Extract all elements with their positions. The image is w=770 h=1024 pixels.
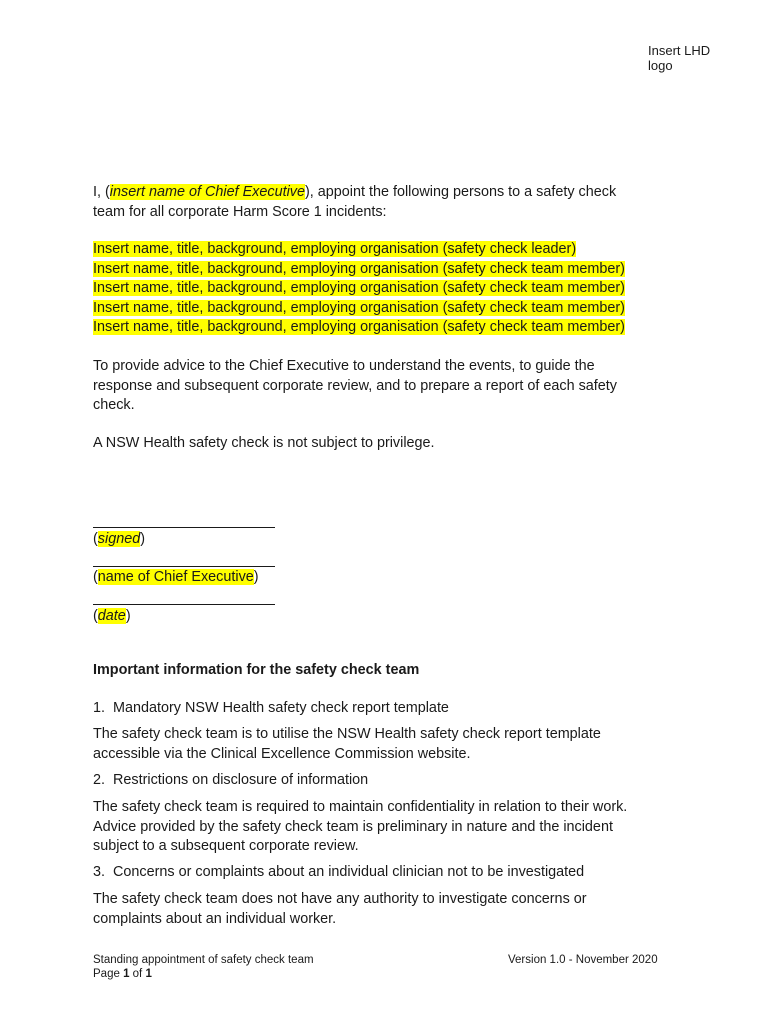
privilege-statement: A NSW Health safety check is not subject to privilege. — [93, 435, 435, 451]
appointment-statement: I, (insert name of Chief Executive), appoint the following persons to a safety check team for all corporate Harm Score 1 incidents: — [93, 184, 617, 220]
footer-left — [93, 953, 314, 981]
team-member-placeholder: Insert name, title, background, employing organisation (safety check team member) — [93, 260, 625, 277]
team-member-placeholder: Insert name, title, background, employing organisation (safety check leader) — [93, 241, 577, 257]
purpose-paragraph: To provide advice to the Chief Executive to understand the events, to guide the response and subsequent corporate review, and to prepare a report of each safety check. — [93, 358, 617, 413]
item-2-title: 2. Restrictions on disclosure of information — [93, 772, 369, 788]
team-member-placeholder: Insert name, title, background, employing organisation (safety check team member) — [93, 280, 625, 296]
item-3-title: 3. Concerns or complaints about an individual clinician not to be investigated — [93, 864, 585, 880]
item-1-title: 1. Mandatory NSW Health safety check report template — [93, 700, 449, 716]
signature-line — [93, 527, 275, 528]
team-member-placeholder: Insert name, title, background, employing organisation (safety check team member) — [93, 319, 625, 335]
name-line — [93, 566, 275, 567]
logo-placeholder-line: logo — [648, 58, 673, 73]
item-1-body: The safety check team is to utilise the NSW Health safety check report template accessible via the Clinical Excellence Commission website. — [93, 726, 601, 762]
team-members-list — [93, 240, 753, 338]
footer-version: Version 1.0 - November 2020 — [508, 954, 658, 966]
date-line — [93, 604, 275, 605]
signed-placeholder: (signed) — [93, 531, 145, 547]
date-placeholder: (date) — [93, 608, 131, 624]
footer-document-title: Standing appointment of safety check team — [93, 954, 314, 966]
team-member-placeholder: Insert name, title, background, employing organisation (safety check team member) — [93, 299, 625, 316]
chief-executive-placeholder: insert name of Chief Executive — [109, 184, 305, 200]
item-3-body: The safety check team does not have any authority to investigate concerns or complaints about an individual worker. — [93, 891, 587, 927]
item-2-body: The safety check team is required to maintain confidentiality in relation to their work. Advice provided by the safety check team is preliminary in nature and the incident subject to a subsequent corporate review. — [93, 799, 628, 854]
logo-placeholder — [648, 43, 710, 73]
name-placeholder: (name of Chief Executive) — [93, 569, 259, 585]
footer-page-number: Page 1 of 1 — [93, 968, 152, 980]
important-heading: Important information for the safety check team — [93, 662, 420, 678]
logo-placeholder-line: Insert LHD — [648, 43, 711, 58]
